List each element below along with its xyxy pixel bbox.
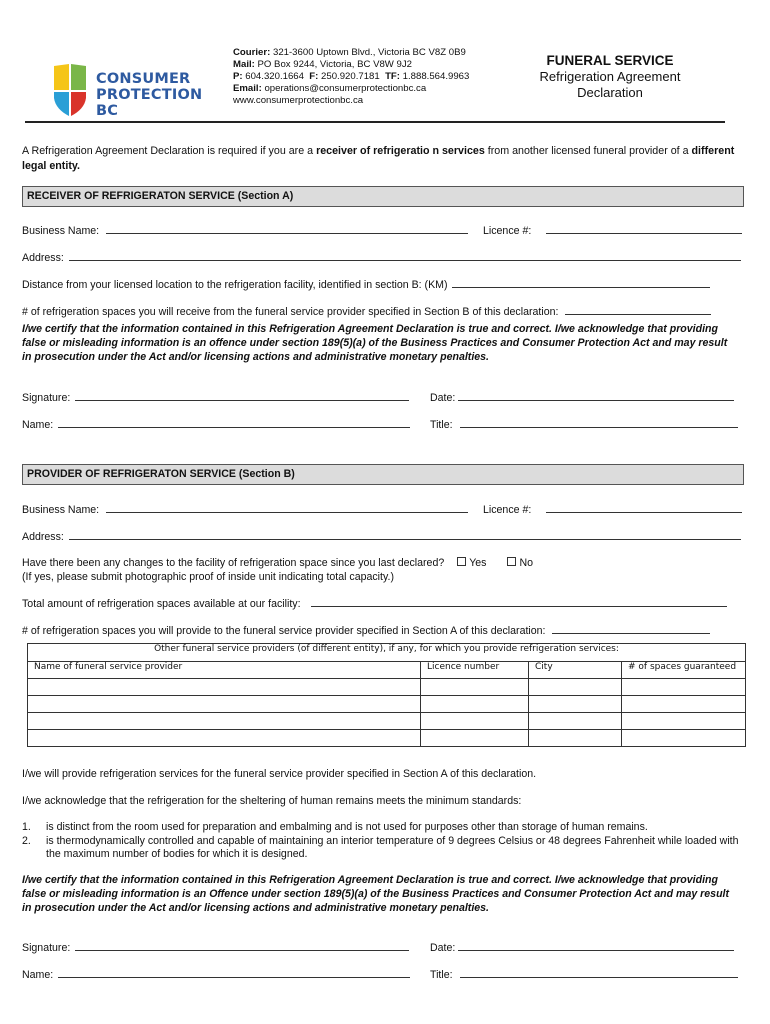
licence-number-cell[interactable] — [421, 713, 529, 730]
section-b-signature-row — [22, 941, 409, 955]
address-field[interactable] — [69, 251, 741, 261]
changes-question-row — [22, 557, 533, 570]
intro-paragraph — [22, 144, 742, 174]
provider-name-cell[interactable] — [28, 713, 421, 730]
changes-note: (If yes, please submit photographic proof of inside unit indicating total capacity.) — [22, 571, 394, 583]
section-a-business-name-row — [22, 224, 468, 238]
section-b-date-row — [430, 941, 734, 955]
section-b-licence-row — [483, 503, 742, 517]
mail-label: Mail: — [233, 59, 255, 70]
provider-title-field[interactable] — [460, 968, 738, 978]
spaces-cell[interactable] — [622, 713, 746, 730]
date-field[interactable] — [458, 391, 734, 401]
section-b-certification: I/we certify that the information contained in this Refrigeration Agreement Declaration is true and correct. I/we acknowledge that providing false or misleading information is an Offence under section 189(5)(a) of the Business Practices and Consumer Protection Act and may result in prosecution under the Act and/or licensing actions and administrative monetary penalties. — [22, 874, 730, 914]
section-a-licence-row — [483, 224, 742, 238]
provider-name-cell[interactable] — [28, 679, 421, 696]
list-item — [0, 821, 740, 835]
fax-number: 250.920.7181 — [321, 71, 380, 82]
requirement-number: 1. — [22, 821, 31, 833]
yes-checkbox[interactable] — [457, 557, 466, 566]
section-b-title-row — [430, 968, 738, 982]
address-label: Address: — [22, 252, 64, 264]
form-title-block — [525, 52, 695, 101]
total-spaces-field[interactable] — [311, 597, 727, 607]
logo-wordmark — [96, 71, 212, 119]
section-a-signature-row — [22, 391, 409, 405]
acknowledge-statement: I/we acknowledge that the refrigeration for the sheltering of human remains meets the minimum standards: — [22, 795, 522, 807]
provider-business-name-label: Business Name: — [22, 504, 100, 516]
shield-logo-icon — [52, 62, 88, 118]
section-b-business-name-row — [22, 503, 468, 517]
provider-signature-label: Signature: — [22, 942, 71, 954]
column-header-city: City — [529, 662, 622, 679]
no-label: No — [519, 557, 533, 569]
section-a-certification: I/we certify that the information contained in this Refrigeration Agreement Declaration is true and correct. I/we acknowledge that providing false or misleading information is an offence under section 189(5)(a) of the Business Practices and Consumer Protection Act and may result in prosecution under the Act and/or licensing actions and administrative monetary penalties. — [22, 323, 728, 363]
intro-bold-1: receiver of refrigeratio n services — [316, 145, 485, 157]
distance-field[interactable] — [452, 278, 710, 288]
mail-address: PO Box 9244, Victoria, BC V8W 9J2 — [257, 59, 412, 70]
provide-spaces-field[interactable] — [552, 624, 710, 634]
header-divider — [25, 121, 725, 123]
changes-question: Have there been any changes to the facility of refrigeration space since you last declared? — [22, 557, 445, 569]
provider-date-field[interactable] — [458, 941, 734, 951]
email-address: operations@consumerprotectionbc.ca — [264, 83, 427, 94]
column-header-spaces-guaranteed: # of spaces guaranteed — [622, 662, 746, 679]
requirements-list — [0, 821, 740, 862]
section-b-heading: PROVIDER OF REFRIGERATON SERVICE (Section B) — [22, 464, 744, 485]
intro-bold-2: different legal entity. — [22, 145, 735, 172]
phone-label: P: — [233, 71, 243, 82]
total-spaces-label: Total amount of refrigeration spaces available at our facility: — [22, 598, 301, 610]
signature-field[interactable] — [75, 391, 409, 401]
distance-label: Distance from your licensed location to the refrigeration facility, identified in section B: (KM) — [22, 279, 448, 291]
provider-signature-field[interactable] — [75, 941, 409, 951]
requirement-number: 2. — [22, 834, 31, 847]
business-name-label: Business Name: — [22, 225, 100, 237]
section-a-distance-row — [22, 278, 710, 292]
fax-label: F: — [309, 71, 319, 82]
section-a-address-row — [22, 251, 741, 265]
city-cell[interactable] — [529, 679, 622, 696]
date-label: Date: — [430, 392, 456, 404]
provider-address-field[interactable] — [69, 530, 741, 540]
section-b-name-row — [22, 968, 410, 982]
provider-name-label: Name: — [22, 969, 54, 981]
phone-number: 604.320.1664 — [245, 71, 304, 82]
column-header-provider-name: Name of funeral service provider — [28, 662, 421, 679]
spaces-receive-field[interactable] — [565, 305, 711, 315]
yes-label: Yes — [469, 557, 487, 569]
provide-spaces-row — [22, 624, 710, 638]
licence-label: Licence #: — [483, 225, 532, 237]
city-cell[interactable] — [529, 713, 622, 730]
requirement-text: is distinct from the room used for preparation and embalming and is not used for purposes other than storage of human remains. — [46, 821, 648, 833]
other-providers-table — [27, 643, 746, 747]
no-option[interactable] — [507, 557, 533, 569]
section-b-address-row — [22, 530, 741, 544]
section-a-name-row — [22, 418, 410, 432]
licence-number-cell[interactable] — [421, 696, 529, 713]
website: www.consumerprotectionbc.ca — [233, 95, 364, 106]
contact-info — [233, 47, 469, 107]
intro-text-2: from another licensed funeral provider of a — [484, 145, 692, 157]
provider-address-label: Address: — [22, 531, 64, 543]
form-subtitle-line-1: Refrigeration Agreement — [539, 69, 681, 84]
tollfree-label: TF: — [385, 71, 400, 82]
section-a-title-row — [430, 418, 738, 432]
provider-title-label: Title: — [430, 969, 453, 981]
table-caption: Other funeral service providers (of different entity), if any, for which you provide refrigeration services: — [28, 644, 746, 662]
provider-date-label: Date: — [430, 942, 456, 954]
table-row — [28, 730, 746, 747]
signature-label: Signature: — [22, 392, 71, 404]
city-cell[interactable] — [529, 730, 622, 747]
name-field[interactable] — [58, 418, 410, 428]
business-name-field[interactable] — [106, 224, 468, 234]
licence-field[interactable] — [546, 224, 742, 234]
section-a-spaces-row — [22, 305, 711, 319]
requirement-text: is thermodynamically controlled and capable of maintaining an interior temperature of 9 degrees Celsius or 48 degrees Fahrenheit while loaded with the maximum number of bodies for which it is designed. — [46, 834, 739, 860]
courier-label: Courier: — [233, 47, 271, 58]
consumer-protection-bc-logo — [52, 62, 212, 118]
logo-line-2: PROTECTION BC — [96, 87, 203, 119]
table-row — [28, 679, 746, 696]
provider-name-cell[interactable] — [28, 696, 421, 713]
yes-option[interactable] — [457, 557, 486, 569]
total-spaces-row — [22, 597, 727, 611]
licence-number-cell[interactable] — [421, 679, 529, 696]
name-label: Name: — [22, 419, 54, 431]
section-a-date-row — [430, 391, 734, 405]
no-checkbox[interactable] — [507, 557, 516, 566]
title-label: Title: — [430, 419, 453, 431]
table-row — [28, 713, 746, 730]
table-header-row — [28, 662, 746, 679]
spaces-cell[interactable] — [622, 730, 746, 747]
provider-licence-field[interactable] — [546, 503, 742, 513]
provider-name-field[interactable] — [58, 968, 410, 978]
city-cell[interactable] — [529, 696, 622, 713]
list-item — [0, 835, 740, 862]
section-a-heading: RECEIVER OF REFRIGERATON SERVICE (Section A) — [22, 186, 744, 207]
licence-number-cell[interactable] — [421, 730, 529, 747]
courier-address: 321-3600 Uptown Blvd., Victoria BC V8Z 0B9 — [272, 47, 466, 58]
form-subtitle-line-2: Declaration — [577, 85, 643, 100]
form-title: FUNERAL SERVICE — [546, 53, 674, 68]
spaces-receive-label: # of refrigeration spaces you will receive from the funeral service provider specified in Section B of this declaration: — [22, 306, 559, 318]
provider-licence-label: Licence #: — [483, 504, 532, 516]
intro-text-1: A Refrigeration Agreement Declaration is required if you are a — [22, 145, 317, 157]
logo-line-1: CONSUMER — [96, 71, 191, 87]
title-field[interactable] — [460, 418, 738, 428]
tollfree-number: 1.888.564.9963 — [402, 71, 470, 82]
provide-statement: I/we will provide refrigeration services for the funeral service provider specified in Section A of this declaration. — [22, 768, 537, 780]
provider-business-name-field[interactable] — [106, 503, 468, 513]
spaces-cell[interactable] — [622, 696, 746, 713]
email-label: Email: — [233, 83, 262, 94]
provider-name-cell[interactable] — [28, 730, 421, 747]
column-header-licence-number: Licence number — [421, 662, 529, 679]
provide-spaces-label: # of refrigeration spaces you will provide to the funeral service provider specified in Section A of this declaration: — [22, 625, 546, 637]
table-row — [28, 696, 746, 713]
spaces-cell[interactable] — [622, 679, 746, 696]
